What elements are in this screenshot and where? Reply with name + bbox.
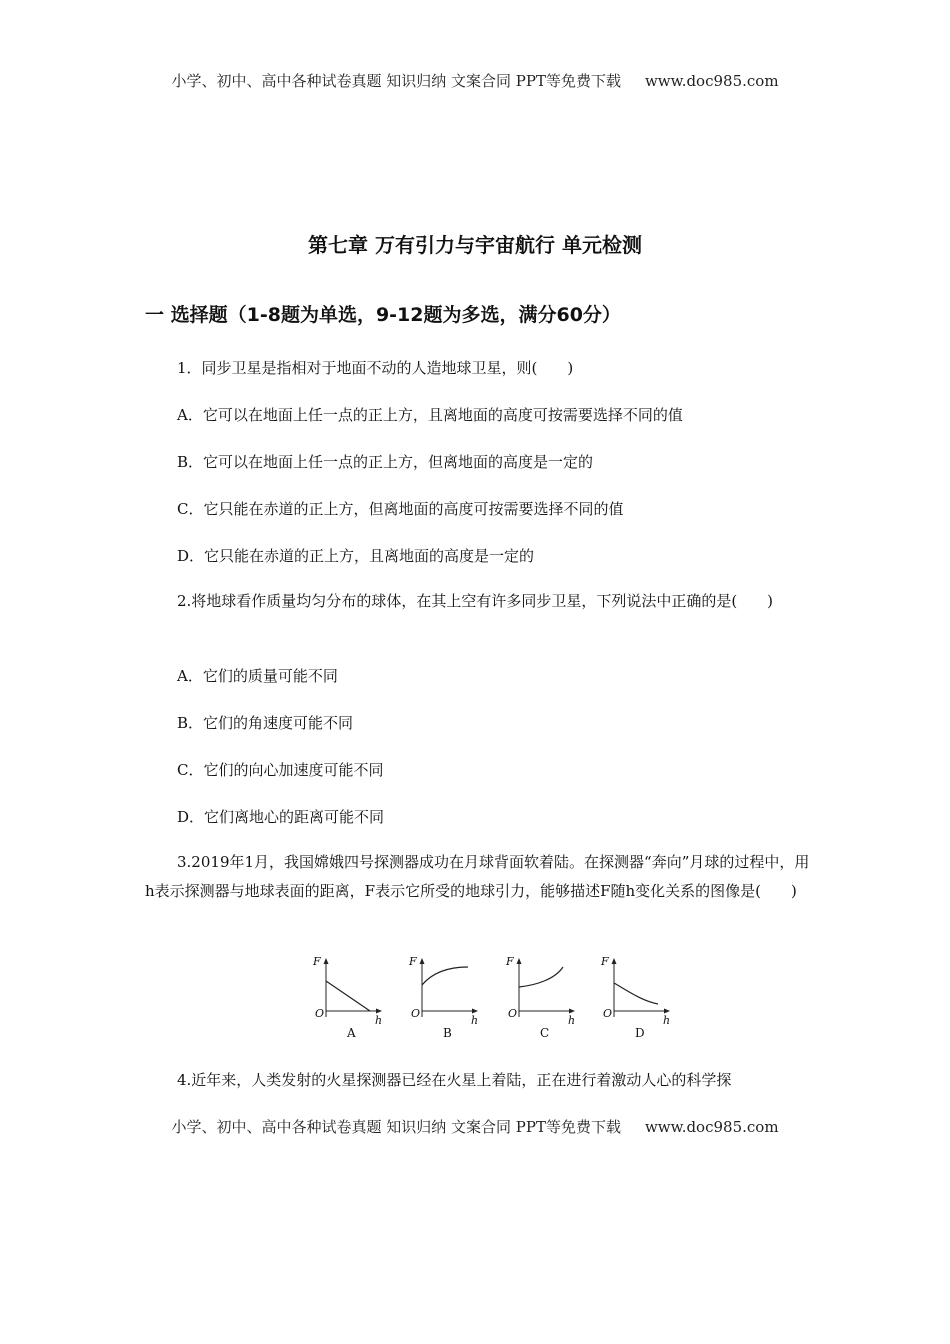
q2-option-c: C．它们的向心加速度可能不同 bbox=[177, 761, 384, 779]
q4-stem: 4.近年来，人类发射的火星探测器已经在火星上着陆，正在进行着激动人心的科学探 bbox=[177, 1071, 732, 1089]
graph-a-caption: A bbox=[347, 1026, 356, 1040]
q2-option-d: D．它们离地心的距离可能不同 bbox=[177, 808, 385, 826]
curve-b bbox=[422, 967, 468, 985]
q2-option-b: B．它们的角速度可能不同 bbox=[177, 714, 354, 732]
graph-a-origin: O bbox=[315, 1007, 325, 1020]
graph-d-x-label: h bbox=[663, 1014, 671, 1027]
graph-c-caption: C bbox=[540, 1026, 550, 1040]
q1-option-a: A．它可以在地面上任一点的正上方，且离地面的高度可按需要选择不同的值 bbox=[177, 406, 683, 424]
header-url[interactable]: www.doc985.com bbox=[644, 72, 779, 90]
graph-c-y-label: F bbox=[506, 955, 514, 968]
graph-c-origin: O bbox=[508, 1007, 518, 1020]
graph-b-origin: O bbox=[411, 1007, 421, 1020]
graph-a bbox=[312, 955, 392, 1040]
curve-d bbox=[614, 983, 658, 1004]
graph-c-x-label: h bbox=[568, 1014, 576, 1027]
q2-option-a: A．它们的质量可能不同 bbox=[177, 667, 338, 685]
q1-option-b: B．它可以在地面上任一点的正上方，但离地面的高度是一定的 bbox=[177, 453, 594, 471]
page-header bbox=[0, 70, 950, 91]
header-text: 小学、初中、高中各种试卷真题 知识归纳 文案合同 PPT等免费下载 bbox=[171, 72, 621, 90]
graph-c bbox=[505, 955, 585, 1040]
graph-a-y-label: F bbox=[313, 955, 321, 968]
page-title: 第七章 万有引力与宇宙航行 单元检测 bbox=[308, 233, 642, 257]
q1-stem: 1．同步卫星是指相对于地面不动的人造地球卫星，则( ) bbox=[177, 359, 574, 377]
q1-option-c: C．它只能在赤道的正上方，但离地面的高度可按需要选择不同的值 bbox=[177, 500, 624, 518]
curve-c bbox=[519, 967, 563, 987]
graph-d-caption: D bbox=[635, 1026, 645, 1040]
page-footer bbox=[0, 1116, 950, 1137]
curve-a bbox=[326, 981, 370, 1011]
q2-stem: 2.将地球看作质量均匀分布的球体，在其上空有许多同步卫星，下列说法中正确的是( ) bbox=[177, 592, 774, 610]
footer-text: 小学、初中、高中各种试卷真题 知识归纳 文案合同 PPT等免费下载 bbox=[171, 1118, 621, 1136]
q1-option-d: D．它只能在赤道的正上方，且离地面的高度是一定的 bbox=[177, 547, 535, 565]
graph-b-caption: B bbox=[443, 1026, 452, 1040]
footer-url[interactable]: www.doc985.com bbox=[644, 1118, 779, 1136]
graph-b-x-label: h bbox=[471, 1014, 479, 1027]
graph-a-x-label: h bbox=[375, 1014, 383, 1027]
graph-d-origin: O bbox=[603, 1007, 613, 1020]
graph-b bbox=[408, 955, 488, 1040]
section-heading: 一 选择题（1-8题为单选，9-12题为多选，满分60分） bbox=[145, 304, 621, 326]
graph-d bbox=[600, 955, 680, 1040]
q3-stem: 3.2019年1月，我国嫦娥四号探测器成功在月球背面软着陆。在探测器“奔向”月球的过程中，用h表示探测器与地球表面的距离，F表示它所受的地球引力，能够描述F随h变化关系的图像是( ) bbox=[145, 853, 810, 900]
graph-b-y-label: F bbox=[409, 955, 417, 968]
graph-d-y-label: F bbox=[601, 955, 609, 968]
